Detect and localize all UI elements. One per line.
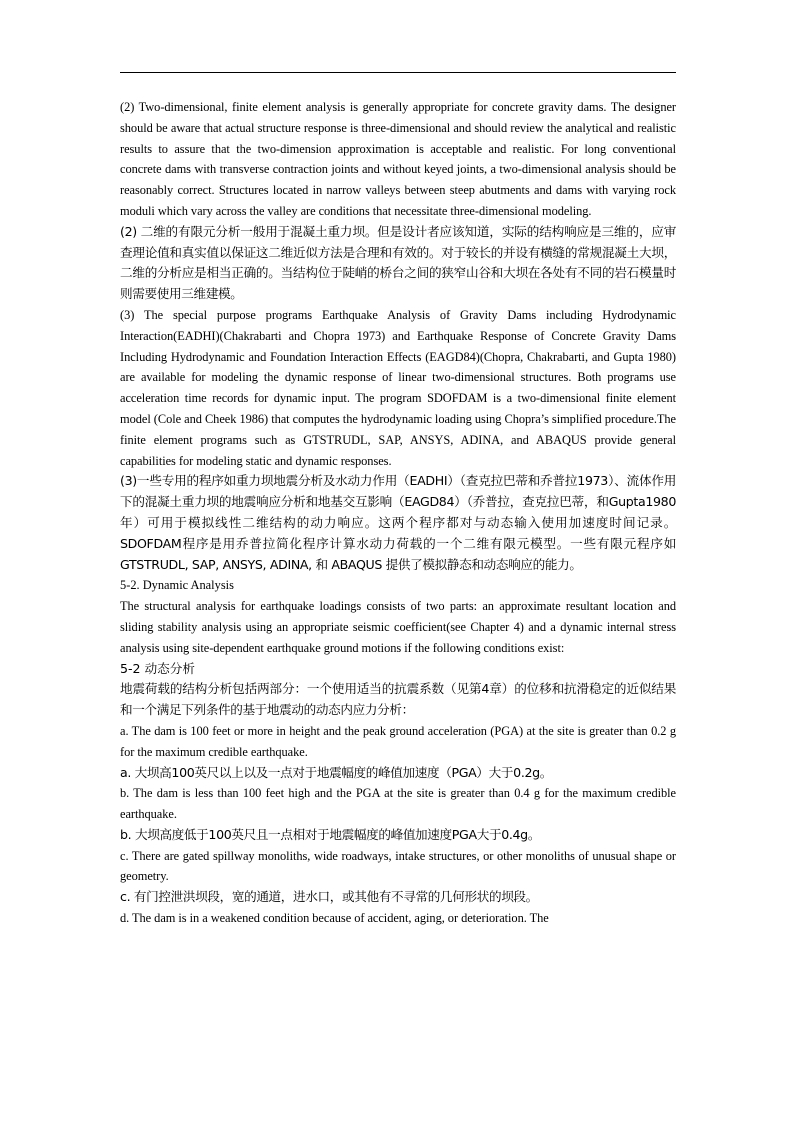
item-b-english: b. The dam is less than 100 feet high and the PGA at the site is greater than 0.4 g for the maximum credible earthquake. (120, 786, 676, 822)
item-b-chinese: b. 大坝高度低于100英尺且一点相对于地震幅度的峰值加速度PGA大于0.4g。 (120, 826, 541, 842)
item-d-english: d. The dam is in a weakened condition because of accident, aging, or deterioration. The (120, 911, 549, 926)
item-c-chinese: c. 有门控泄洪坝段，宽的通道，进水口，或其他有不寻常的几何形状的坝段。 (120, 889, 538, 905)
paragraph-2-english: (2) Two-dimensional, finite element analysis is generally appropriate for concrete gravity dams. The designer should be aware that actual structure response is three-dimensional and should review the analytical and realistic results to assure that the two-dimension approximation is acceptable and realistic. For long conventional concrete dams with transverse contraction joints and without keyed joints, a two-dimensional analysis should be reasonably correct. Structures located in narrow valleys between steep abutments and dams with varying rock moduli which vary across the valley are conditions that necessitate three-dimensional modeling. (120, 100, 676, 218)
item-a-english: a. The dam is 100 feet or more in height and the peak ground acceleration (PGA) at the site is greater than 0.2 g for the maximum credible earthquake. (120, 723, 676, 759)
document-body (120, 97, 676, 929)
paragraph-3-english: (3) The special purpose programs Earthquake Analysis of Gravity Dams including Hydrodynamic Interaction(EADHI)(Chakrabarti and Chopra 1973) and Earthquake Response of Concrete Gravity Dams Including Hydrodynamic and Foundation Interaction Effects (EAGD84)(Chopra, Chakrabarti, and Gupta 1980) are available for modeling the dynamic response of linear two-dimensional structures. Both programs use acceleration time records for dynamic input. The program SDOFDAM is a two-dimensional finite element model (Cole and Cheek 1986) that computes the hydrodynamic loading using Chopra’s simplified procedure.The finite element programs such as GTSTRUDL, SAP, ANSYS, ADINA, and ABAQUS provide general capabilities for modeling static and dynamic responses. (120, 307, 676, 468)
item-a-chinese: a. 大坝高100英尺以上以及一点对于地震幅度的峰值加速度（PGA）大于0.2g。 (120, 764, 553, 780)
header-rule (120, 72, 676, 73)
item-c-english: c. There are gated spillway monoliths, wide roadways, intake structures, or other monoliths of unusual shape or geometry. (120, 848, 676, 884)
paragraph-3-chinese: (3)一些专用的程序如重力坝地震分析及水动力作用（EADHI）（查克拉巴蒂和乔普拉1973）、流体作用下的混凝土重力坝的地震响应分析和地基交互影响（EAGD84）（乔普拉，查克拉巴蒂，和Gupta1980年）可用于模拟线性二维结构的动力响应。这两个程序都对与动态输入使用加速度时间记录。SDOFDAM程序是用乔普拉简化程序计算水动力荷载的一个二维有限元模型。一些有限元程序如GTSTRUDL, SAP, ANSYS, ADINA, 和 ABAQUS 提供了模拟静态和动态响应的能力。 (120, 473, 676, 572)
section-heading-chinese: 5-2 动态分析 (120, 660, 195, 676)
section-intro-english: The structural analysis for earthquake loadings consists of two parts: an approximate resultant location and sliding stability analysis using an appropriate seismic coefficient(see Chapter 4) and a dynamic internal stress analysis using site-dependent earthquake ground motions if the following conditions exist: (120, 599, 676, 655)
section-heading-english: 5-2. Dynamic Analysis (120, 578, 234, 593)
section-intro-chinese: 地震荷载的结构分析包括两部分：一个使用适当的抗震系数（见第4章）的位移和抗滑稳定的近似结果和一个满足下列条件的基于地震动的动态内应力分析： (120, 681, 676, 718)
paragraph-2-chinese: (2) 二维的有限元分析一般用于混凝土重力坝。但是设计者应该知道，实际的结构响应是三维的，应审查理论值和真实值以保证这二维近似方法是合理和有效的。对于较长的并设有横缝的常规混凝土大坝，二维的分析应是相当正确的。当结构位于陡峭的桥台之间的狭窄山谷和大坝在各处有不同的岩石模量时则需要使用三维建模。 (120, 223, 676, 302)
